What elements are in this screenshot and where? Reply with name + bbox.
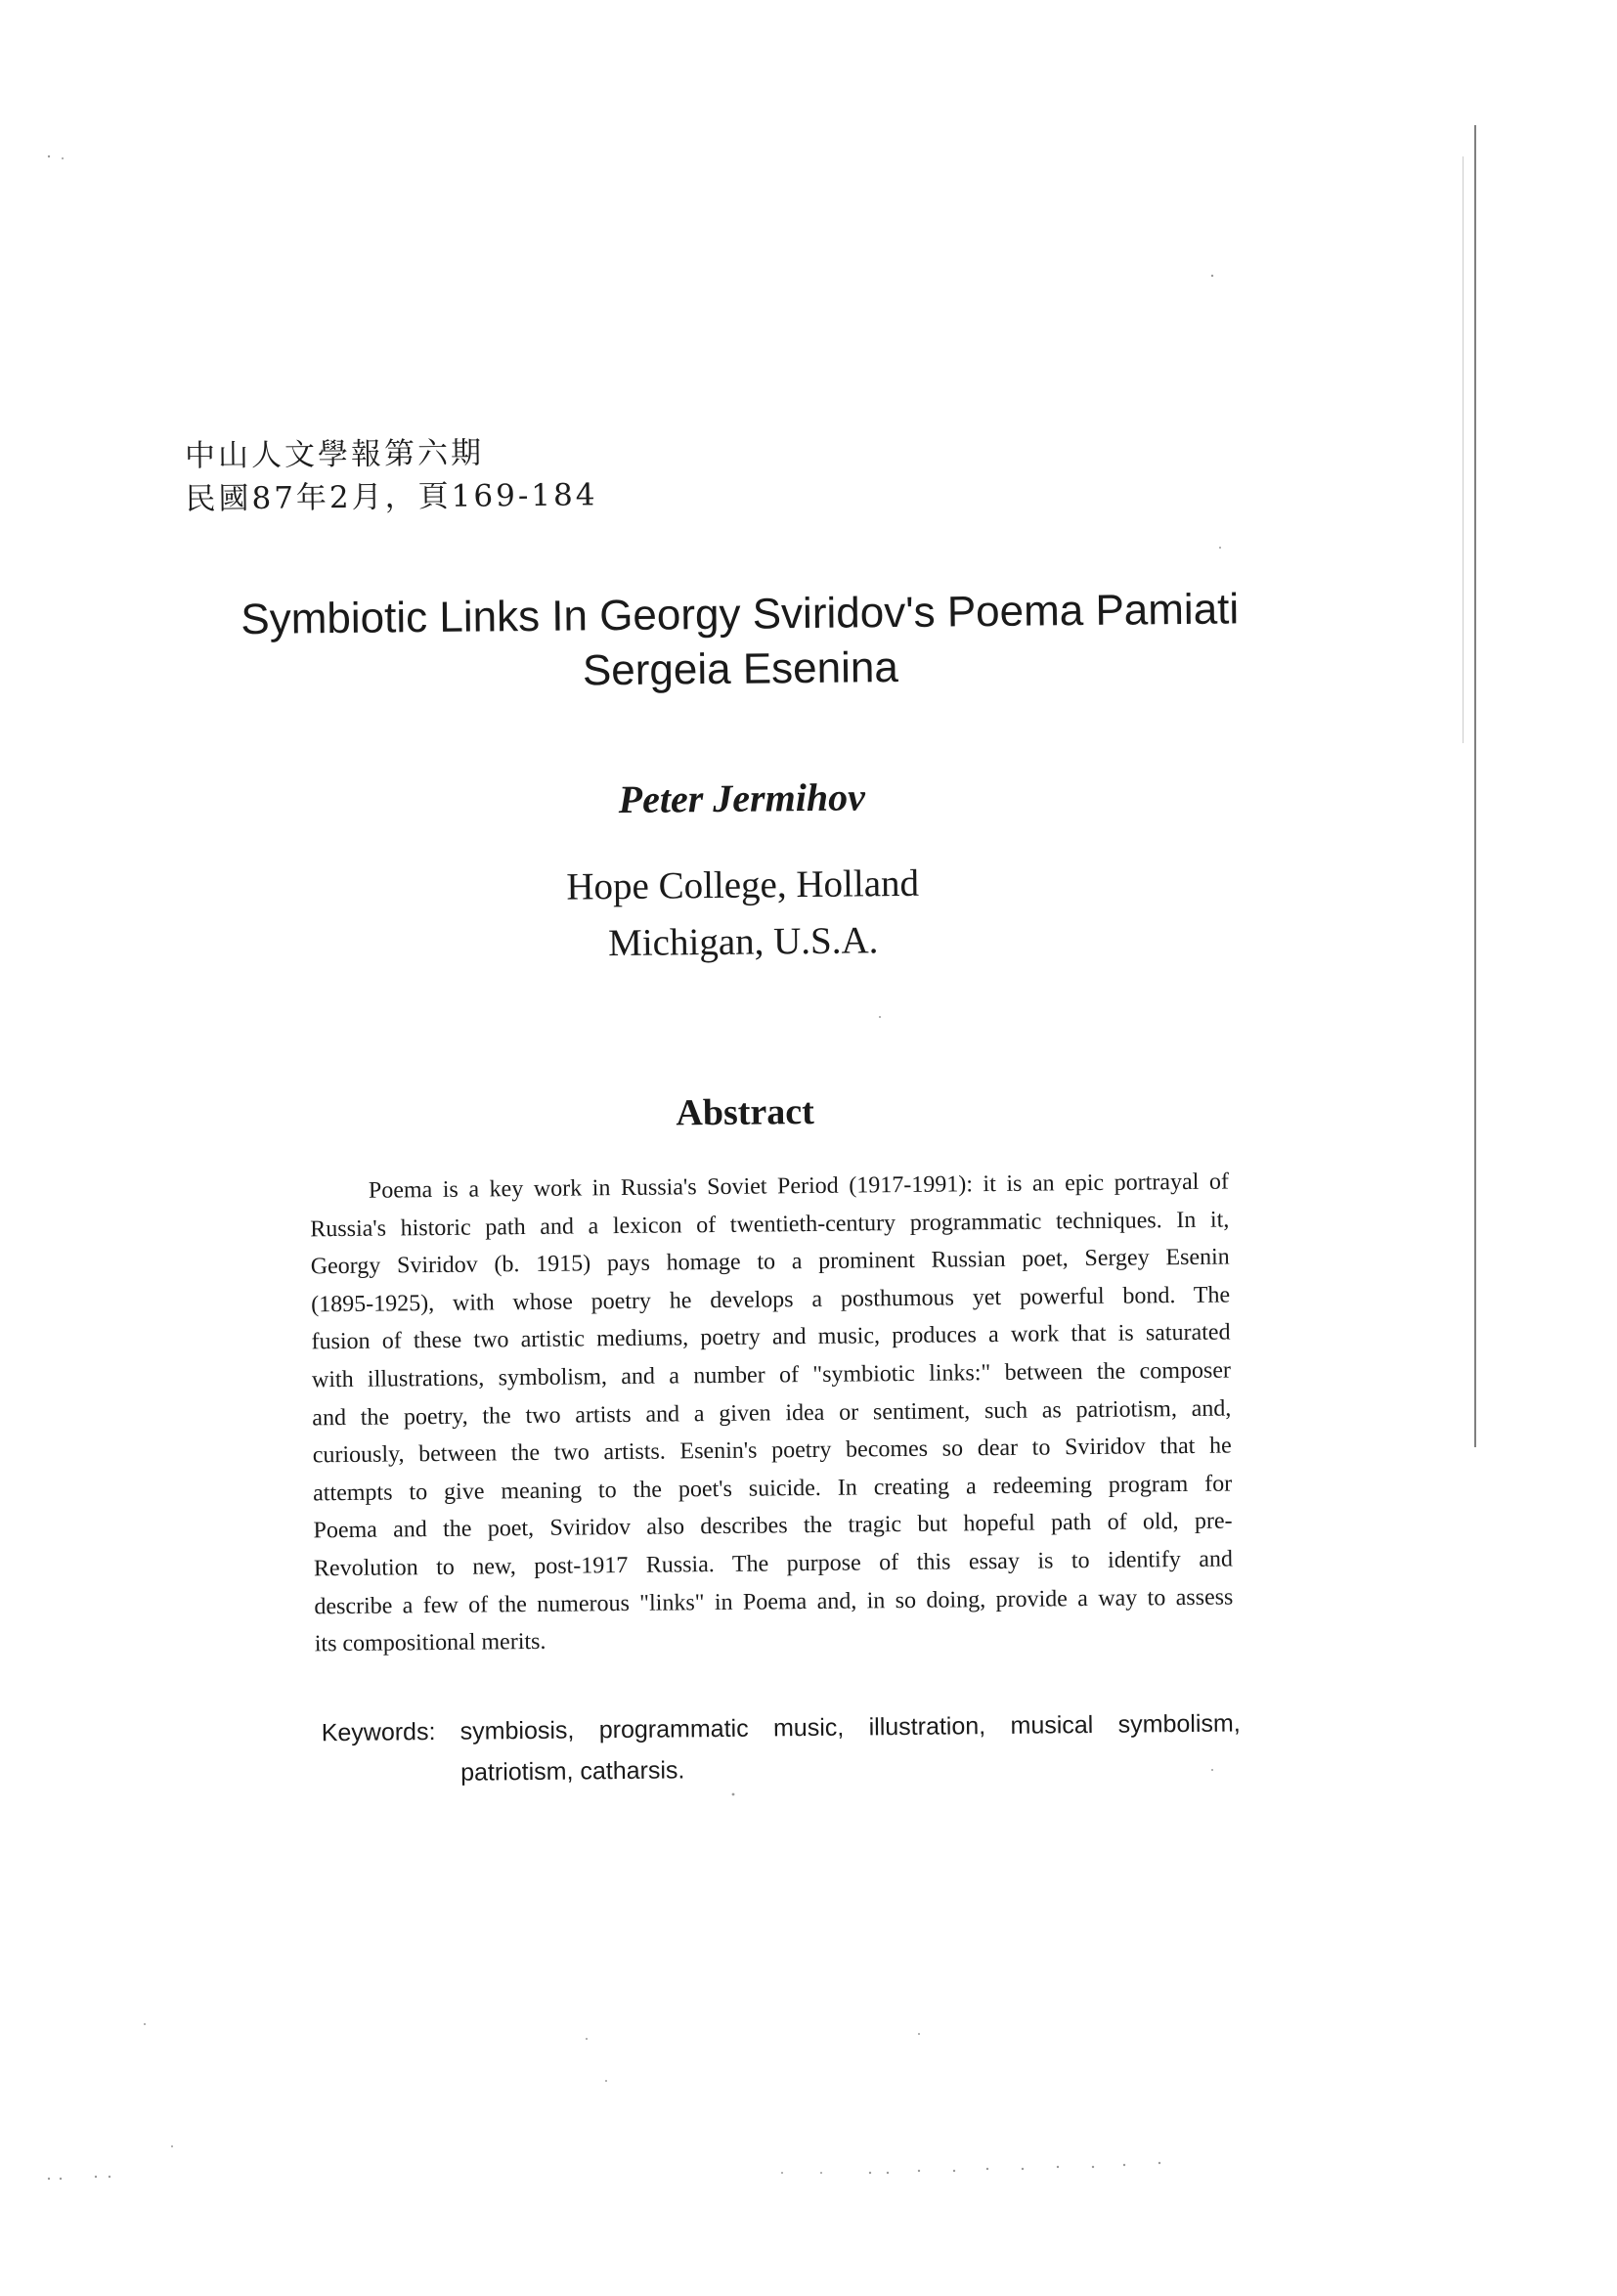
abstract-line: with illustrations, symbolism, and a number of "symbiotic links:" between the composer [311, 1357, 1232, 1393]
affiliation-line-1: Hope College, Holland [566, 861, 920, 908]
abstract-line: Revolution to new, post-1917 Russia. The purpose of this essay is to identify and [313, 1546, 1234, 1582]
keywords-label: Keywords: [321, 1718, 436, 1747]
abstract-line: attempts to give meaning to the poet's suicide. In creating a redeeming program for [313, 1471, 1233, 1507]
abstract-line: curiously, between the two artists. Esenin's poetry becomes so dear to Sviridov that he [312, 1433, 1232, 1469]
abstract-line: (1895-1925), with whose poetry he develops a posthumous yet powerful bond. The [311, 1282, 1231, 1318]
abstract-line: Poema is a key work in Russia's Soviet Period (1917-1991): it is an epic portrayal of [368, 1169, 1230, 1204]
abstract-line: describe a few of the numerous "links" in Poema and, in so doing, provide a way to assess [314, 1584, 1234, 1619]
author-name: Peter Jermihov [618, 774, 866, 822]
abstract-heading: Abstract [676, 1090, 815, 1134]
journal-issue-line: 中山人文學報第六期 [184, 435, 485, 474]
abstract-line: its compositional merits. [314, 1628, 546, 1657]
abstract-line: Russia's historic path and a lexicon of twentieth-century programmatic techniques. In it, [310, 1207, 1230, 1242]
abstract-line: Georgy Sviridov (b. 1915) pays homage to a prominent Russian poet, Sergey Esenin [310, 1244, 1230, 1280]
paper-title-line-2: Sergeia Esenina [582, 643, 899, 695]
abstract-line: and the poetry, the two artists and a given idea or sentiment, such as patriotism, and, [312, 1395, 1232, 1431]
keywords-list-line-2: patriotism, catharsis. [460, 1756, 685, 1787]
paper-title-line-1: Symbiotic Links In Georgy Sviridov's Poema Pamiati [240, 585, 1240, 644]
abstract-line: Poema and the poet, Sviridov also describes the tragic but hopeful path of old, pre- [313, 1508, 1233, 1544]
keywords-list-line-1: symbiosis, programmatic music, illustration, musical symbolism, [459, 1709, 1241, 1745]
journal-date-pages-line: 民國87年2月，頁169-184 [185, 477, 598, 517]
abstract-line: fusion of these two artistic mediums, poetry and music, produces a work that is saturated [311, 1319, 1231, 1355]
affiliation-line-2: Michigan, U.S.A. [607, 919, 879, 965]
